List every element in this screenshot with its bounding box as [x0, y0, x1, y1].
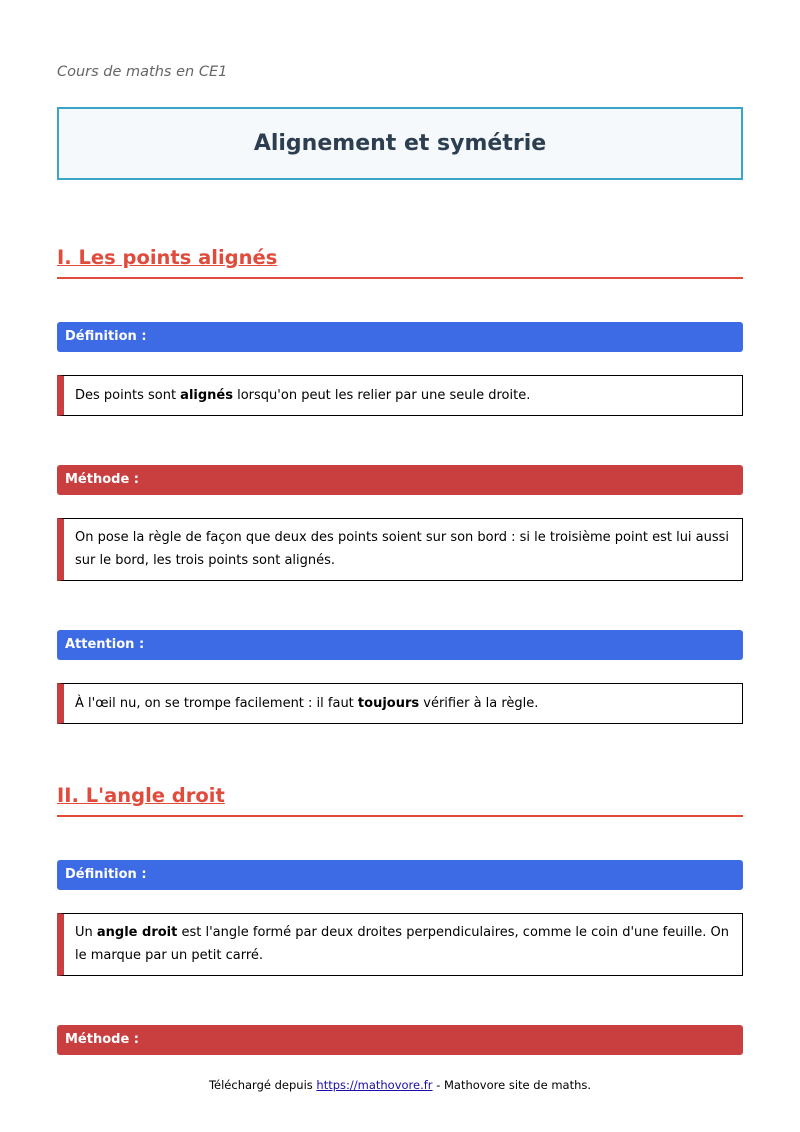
page-title: Alignement et symétrie — [253, 131, 547, 156]
attention-box — [57, 683, 743, 724]
definition-text: lorsqu'on peut les relier par une seule droite. — [232, 388, 531, 403]
definition-text: Un — [75, 925, 97, 940]
footer-suffix: - Mathovore site de maths. — [432, 1078, 592, 1092]
definition-bar: Définition : — [57, 860, 743, 890]
method-text: On pose la règle de façon que deux des points soient sur son bord : si le troisième point est lui aussi sur le bord, les trois points sont alignés. — [75, 530, 730, 568]
section-2-header — [57, 783, 743, 817]
section-1-title: I. Les points alignés — [57, 246, 278, 269]
footer — [0, 1078, 800, 1092]
definition-box — [57, 913, 743, 976]
footer-prefix: Téléchargé depuis — [208, 1078, 317, 1092]
title-box — [57, 107, 743, 180]
section-1-header — [57, 245, 743, 279]
definition-box — [57, 375, 743, 416]
attention-keyword: toujours — [357, 696, 420, 711]
definition-text: est l'angle formé par deux droites perpendiculaires, comme le coin d'une feuille. On le marque par un petit carré. — [75, 925, 730, 963]
definition-bar: Définition : — [57, 322, 743, 352]
course-subtitle: Cours de maths en CE1 — [57, 64, 228, 80]
definition-text: Des points sont — [75, 388, 181, 403]
method-box — [57, 518, 743, 581]
attention-text: vérifier à la règle. — [419, 696, 539, 711]
footer-link[interactable]: https://mathovore.fr — [316, 1078, 433, 1092]
attention-bar: Attention : — [57, 630, 743, 660]
definition-keyword: angle droit — [96, 925, 178, 940]
definition-keyword: alignés — [180, 388, 233, 403]
method-bar: Méthode : — [57, 465, 743, 495]
attention-text: À l'œil nu, on se trompe facilement : il faut — [75, 696, 358, 711]
method-bar: Méthode : — [57, 1025, 743, 1055]
section-2-title: II. L'angle droit — [57, 784, 225, 807]
